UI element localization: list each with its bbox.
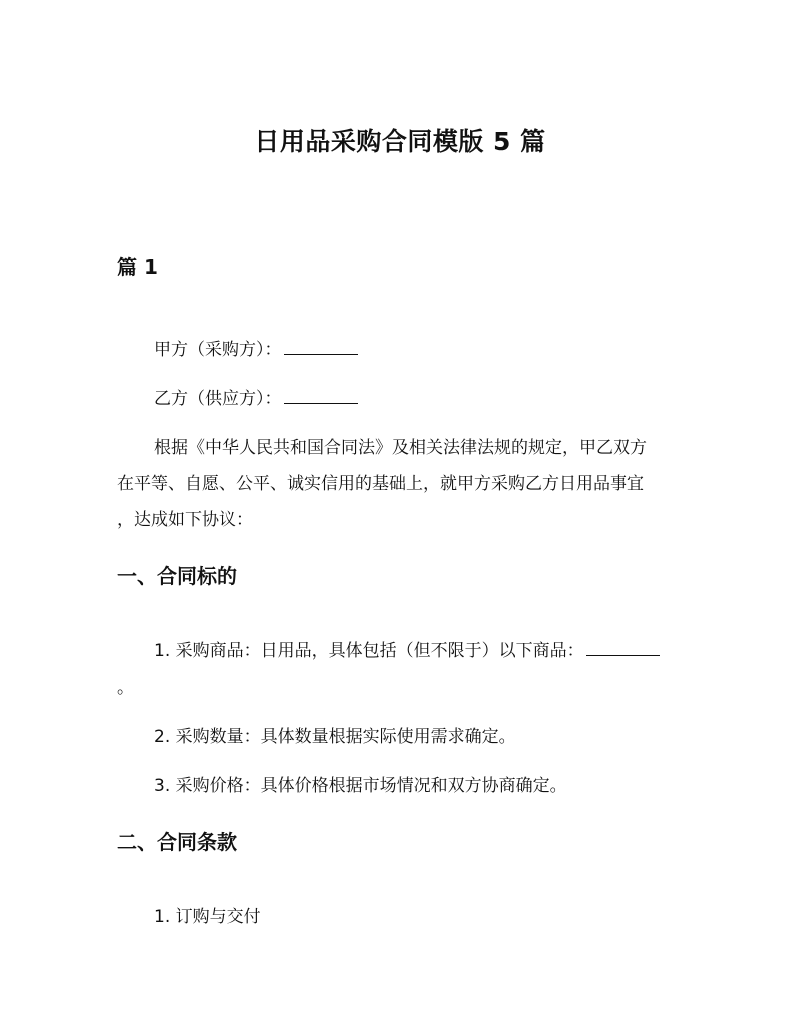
preamble-line-1: 根据《中华人民共和国合同法》及相关法律法规的规定，甲乙双方 [154,438,647,458]
item-number: 3. [154,776,171,796]
party-a-blank [284,336,358,355]
item-number: 1. [154,907,171,927]
preamble-line-2: 在平等、自愿、公平、诚实信用的基础上，就甲方采购乙方日用品事宜 [117,474,644,494]
section-1-item-1-tail: 。 [117,678,134,698]
item-text: 采购商品：日用品，具体包括（但不限于）以下商品： [175,641,584,661]
goods-blank [586,637,660,656]
item-text: 订购与交付 [175,907,261,927]
section-1-heading: 一、合同标的 [117,564,237,588]
item-number: 1. [154,641,171,661]
section-1-item-1 [154,636,660,666]
item-text: 采购价格：具体价格根据市场情况和双方协商确定。 [175,776,567,796]
section-2-item-1 [154,902,261,932]
section-1-item-2 [154,722,516,752]
party-b-label: 乙方（供应方）： [154,389,282,409]
party-a-label: 甲方（采购方）： [154,340,282,360]
party-b-line [154,384,358,414]
section-1-item-3 [154,771,567,801]
section-2-heading: 二、合同条款 [117,830,237,854]
preamble-line-3: ，达成如下协议： [117,510,253,530]
item-number: 2. [154,727,171,747]
document-title: 日用品采购合同模版 5 篇 [254,127,546,156]
item-text: 采购数量：具体数量根据实际使用需求确定。 [175,727,516,747]
part-heading: 篇 1 [117,255,158,279]
party-b-blank [284,385,358,404]
party-a-line [154,335,358,365]
